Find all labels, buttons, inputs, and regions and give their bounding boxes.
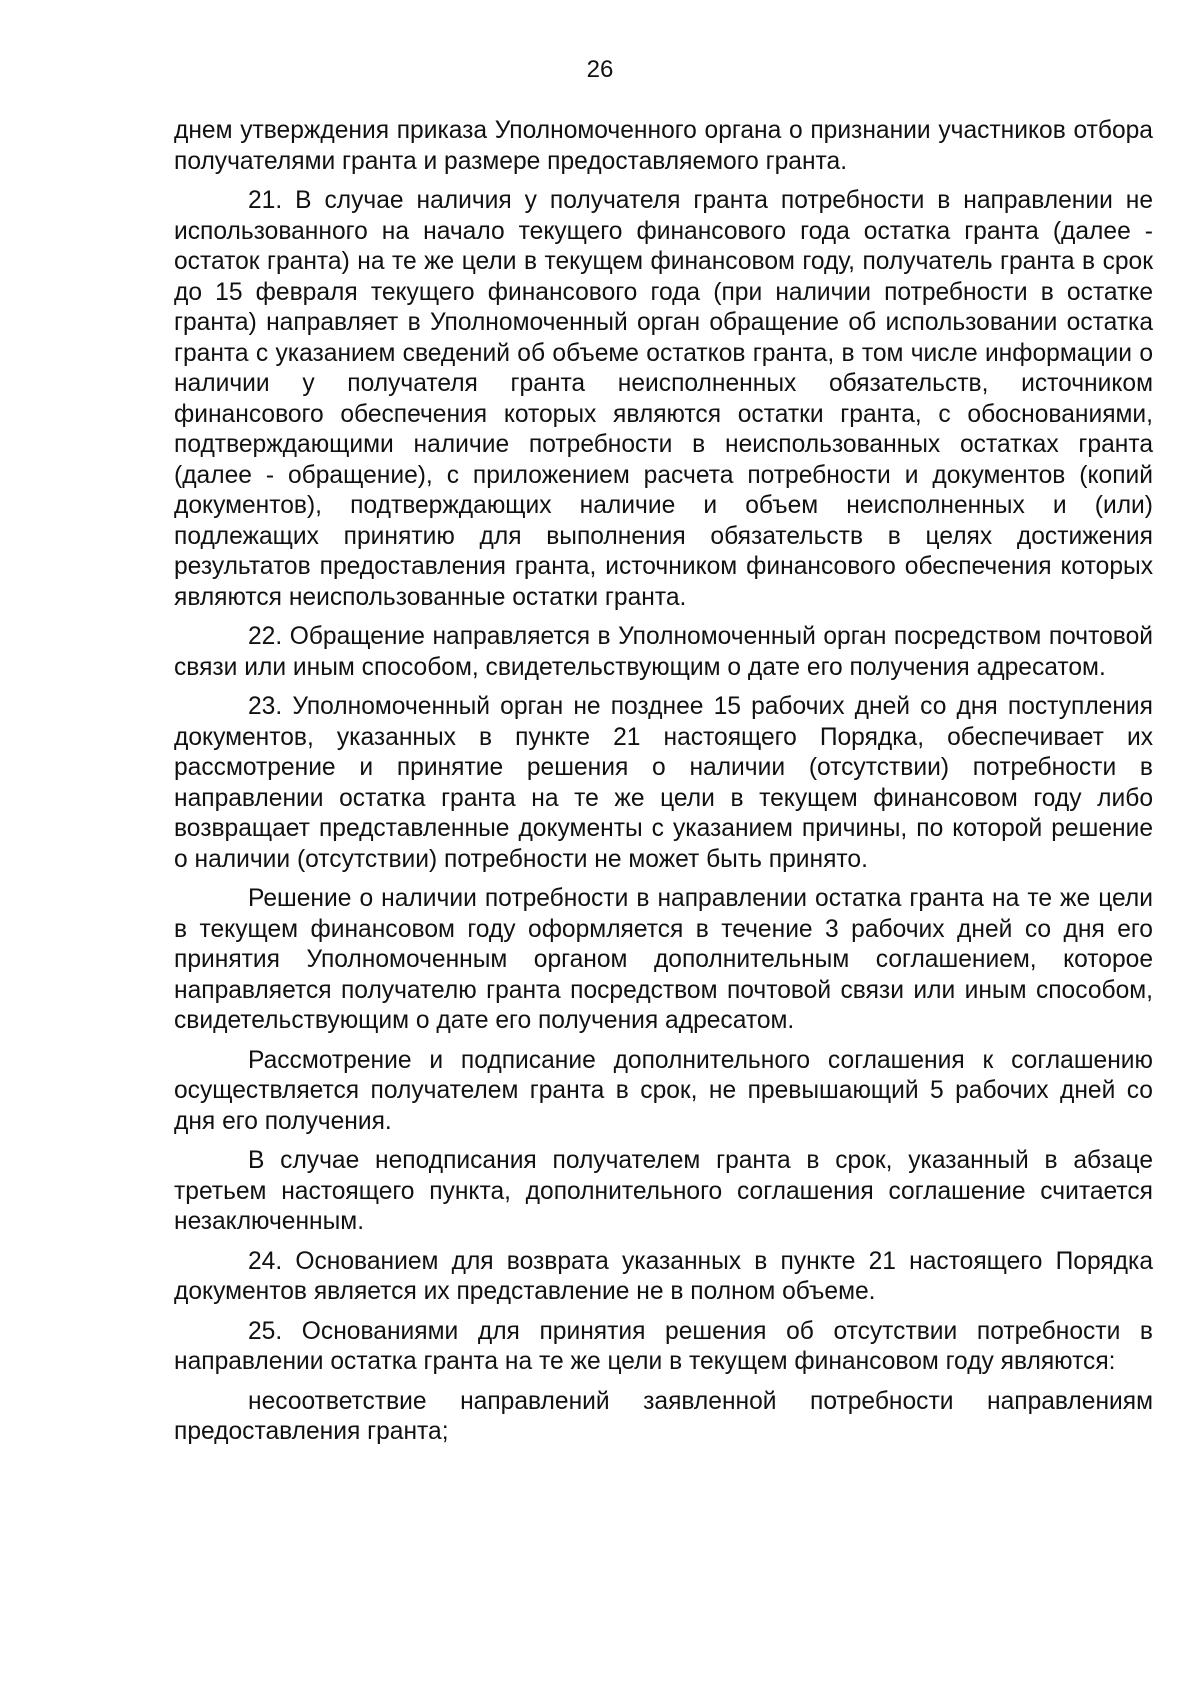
document-body — [174, 116, 1153, 1457]
paragraph-item-23-decision: Решение о наличии потребности в направлении остатка гранта на те же цели в текущем финансовом году оформляется в течение 3 рабочих дней со дня его принятия Уполномоченным органом дополнительным соглашением, которое направляется получателю гранта посредством почтовой связи или иным способом, свидетельствующим о дате его получения адресатом. — [174, 885, 1153, 1034]
paragraph-item-25-reason: несоответствие направлений заявленной потребности направлениям предоставления гранта; — [174, 1387, 1153, 1445]
paragraph-item-23-unsigned: В случае неподписания получателем гранта в срок, указанный в абзаце третьем настоящего пункта, дополнительного соглашения соглашение считается незаключенным. — [174, 1147, 1153, 1235]
paragraph-item-21: 21. В случае наличия у получателя гранта потребности в направлении не использованного на начало текущего финансового года остатка гранта (далее - остаток гранта) на те же цели в текущем финансовом году, получатель гранта в срок до 15 февраля текущего финансового года (при наличии потребности в остатке гранта) направляет в Уполномоченный орган обращение об использовании остатка гранта с указанием сведений об объеме остатков гранта, в том числе информации о наличии у получателя гранта неисполненных обязательств, источником финансового обеспечения которых являются остатки гранта, с обоснованиями, подтверждающими наличие потребности в неиспользованных остатках гранта (далее - обращение), с приложением расчета потребности и документов (копий документов), подтверждающих наличие и объем неисполненных и (или) подлежащих принятию для выполнения обязательств в целях достижения результатов предоставления гранта, источником финансового обеспечения которых являются неиспользованные остатки гранта. — [174, 187, 1153, 611]
paragraph-item-23: 23. Уполномоченный орган не позднее 15 рабочих дней со дня поступления документов, указанных в пункте 21 настоящего Порядка, обеспечивает их рассмотрение и принятие решения о наличии (отсутствии) потребности в направлении остатка гранта на те же цели в текущем финансовом году либо возвращает представленные документы с указанием причины, по которой решение о наличии (отсутствии) потребности не может быть принято. — [174, 693, 1153, 873]
paragraph-item-23-signing: Рассмотрение и подписание дополнительного соглашения к соглашению осуществляется получателем гранта в срок, не превышающий 5 рабочих дней со дня его получения. — [174, 1046, 1153, 1135]
paragraph-continuation: днем утверждения приказа Уполномоченного органа о признании участников отбора получателями гранта и размере предоставляемого гранта. — [174, 117, 1153, 175]
page-number: 26 — [586, 56, 614, 83]
paragraph-item-22: 22. Обращение направляется в Уполномоченный орган посредством почтовой связи или иным способом, свидетельствующим о дате его получения адресатом. — [174, 623, 1153, 681]
paragraph-item-24: 24. Основанием для возврата указанных в пункте 21 настоящего Порядка документов является их представление не в полном объеме. — [174, 1247, 1153, 1305]
paragraph-item-25: 25. Основаниями для принятия решения об отсутствии потребности в направлении остатка гранта на те же цели в текущем финансовом году являются: — [174, 1317, 1153, 1375]
